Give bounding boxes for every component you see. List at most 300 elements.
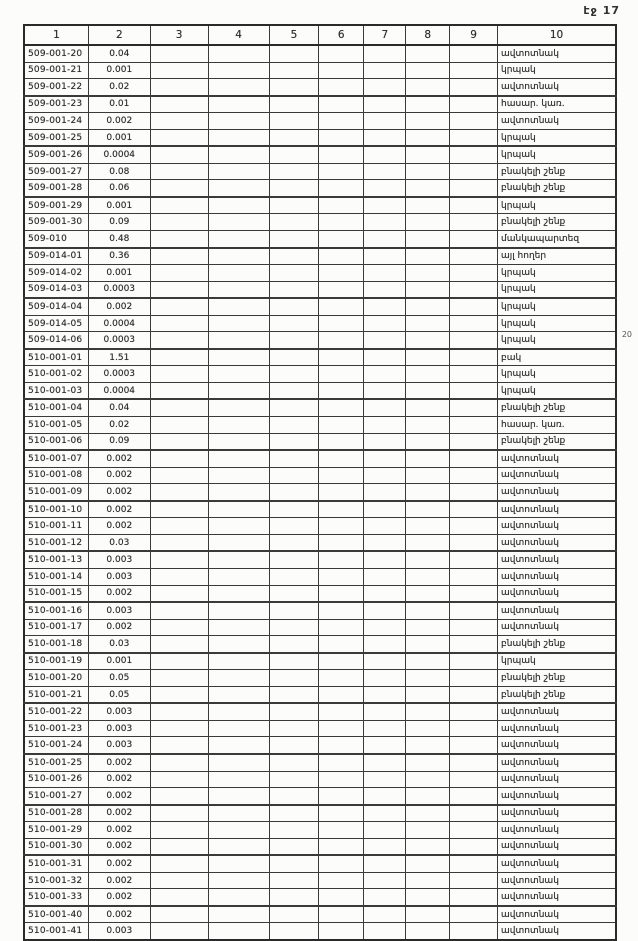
- cell-empty: [150, 872, 208, 889]
- cell-parcel-id: 510-001-17: [24, 619, 89, 636]
- cell-empty: [319, 838, 364, 855]
- cell-empty: [150, 62, 208, 79]
- table-row: [24, 45, 616, 62]
- cell-empty: [406, 518, 450, 535]
- cell-area-value: 1.51: [89, 349, 151, 366]
- cell-empty: [319, 417, 364, 434]
- column-header-1: 1: [24, 25, 89, 45]
- cell-empty: [319, 670, 364, 687]
- cell-empty: [319, 923, 364, 940]
- cell-empty: [150, 771, 208, 788]
- cell-empty: [208, 399, 269, 416]
- table-row: [24, 636, 616, 653]
- cell-object-type: ավտոտնակ: [498, 771, 616, 788]
- cell-empty: [208, 653, 269, 670]
- cell-empty: [406, 298, 450, 315]
- cell-empty: [150, 703, 208, 720]
- cell-empty: [319, 636, 364, 653]
- cell-empty: [269, 653, 319, 670]
- cell-parcel-id: 510-001-15: [24, 585, 89, 602]
- cell-empty: [450, 501, 498, 518]
- cell-empty: [364, 484, 406, 501]
- cell-empty: [208, 568, 269, 585]
- cell-empty: [208, 315, 269, 332]
- cell-empty: [364, 467, 406, 484]
- table-row: [24, 129, 616, 146]
- cell-empty: [208, 805, 269, 822]
- cell-empty: [364, 670, 406, 687]
- cell-area-value: 0.002: [89, 518, 151, 535]
- cell-empty: [319, 805, 364, 822]
- cell-parcel-id: 510-001-12: [24, 534, 89, 551]
- table-row: [24, 619, 616, 636]
- cell-empty: [150, 417, 208, 434]
- cell-empty: [208, 889, 269, 906]
- cell-empty: [208, 484, 269, 501]
- table-row: [24, 417, 616, 434]
- cell-empty: [208, 417, 269, 434]
- cell-empty: [269, 534, 319, 551]
- cell-area-value: 0.002: [89, 501, 151, 518]
- cell-empty: [208, 771, 269, 788]
- cell-empty: [450, 163, 498, 180]
- cell-empty: [450, 417, 498, 434]
- cell-empty: [269, 889, 319, 906]
- cell-empty: [150, 568, 208, 585]
- cell-empty: [150, 670, 208, 687]
- cell-area-value: 0.08: [89, 163, 151, 180]
- table-row: [24, 788, 616, 805]
- cell-empty: [406, 417, 450, 434]
- cell-empty: [450, 366, 498, 383]
- cell-empty: [364, 265, 406, 282]
- cell-empty: [406, 855, 450, 872]
- cell-empty: [450, 248, 498, 265]
- cell-parcel-id: 510-001-32: [24, 872, 89, 889]
- table-row: [24, 248, 616, 265]
- cell-area-value: 0.04: [89, 399, 151, 416]
- cell-empty: [319, 214, 364, 231]
- cell-empty: [406, 113, 450, 130]
- cell-area-value: 0.002: [89, 585, 151, 602]
- cell-parcel-id: 510-001-08: [24, 467, 89, 484]
- cell-empty: [364, 838, 406, 855]
- cell-area-value: 0.002: [89, 906, 151, 923]
- cell-empty: [269, 686, 319, 703]
- table-row: [24, 265, 616, 282]
- cell-area-value: 0.03: [89, 636, 151, 653]
- cell-empty: [319, 551, 364, 568]
- table-row: [24, 686, 616, 703]
- table-row: [24, 670, 616, 687]
- cell-empty: [406, 703, 450, 720]
- cell-empty: [269, 636, 319, 653]
- cell-empty: [406, 315, 450, 332]
- cell-empty: [450, 298, 498, 315]
- cell-empty: [208, 788, 269, 805]
- cell-empty: [319, 484, 364, 501]
- cell-empty: [150, 720, 208, 737]
- cell-empty: [450, 653, 498, 670]
- cell-parcel-id: 510-001-30: [24, 838, 89, 855]
- cell-empty: [364, 602, 406, 619]
- cell-empty: [208, 872, 269, 889]
- cell-empty: [364, 923, 406, 940]
- cell-empty: [450, 433, 498, 450]
- cell-object-type: բնակելի շենք: [498, 433, 616, 450]
- cell-empty: [450, 79, 498, 96]
- cell-empty: [319, 248, 364, 265]
- cell-area-value: 0.05: [89, 670, 151, 687]
- cell-object-type: ավտոտնակ: [498, 518, 616, 535]
- cell-empty: [269, 568, 319, 585]
- cell-parcel-id: 509-001-27: [24, 163, 89, 180]
- cell-area-value: 0.003: [89, 737, 151, 754]
- column-header-9: 9: [450, 25, 498, 45]
- cell-object-type: ավտոտնակ: [498, 467, 616, 484]
- cell-empty: [208, 366, 269, 383]
- cell-parcel-id: 510-001-11: [24, 518, 89, 535]
- cell-empty: [364, 703, 406, 720]
- cell-empty: [406, 805, 450, 822]
- cell-parcel-id: 509-001-23: [24, 96, 89, 113]
- cell-empty: [150, 146, 208, 163]
- cell-empty: [450, 602, 498, 619]
- cell-empty: [208, 248, 269, 265]
- cell-object-type: հասար. կառ.: [498, 417, 616, 434]
- cadastre-table: [23, 24, 617, 941]
- cell-empty: [450, 585, 498, 602]
- cell-empty: [364, 805, 406, 822]
- cell-empty: [364, 534, 406, 551]
- cell-empty: [269, 382, 319, 399]
- cell-empty: [269, 737, 319, 754]
- cell-empty: [319, 585, 364, 602]
- cell-empty: [364, 231, 406, 248]
- cell-object-type: կրպակ: [498, 298, 616, 315]
- table-row: [24, 79, 616, 96]
- cell-empty: [364, 568, 406, 585]
- cell-empty: [208, 129, 269, 146]
- cell-empty: [319, 180, 364, 197]
- cell-empty: [406, 163, 450, 180]
- cell-empty: [269, 163, 319, 180]
- cell-parcel-id: 510-001-40: [24, 906, 89, 923]
- table-row: [24, 923, 616, 940]
- cell-empty: [406, 501, 450, 518]
- cell-empty: [319, 467, 364, 484]
- cell-empty: [269, 332, 319, 349]
- cell-empty: [364, 79, 406, 96]
- cell-empty: [364, 45, 406, 62]
- cell-empty: [269, 923, 319, 940]
- cell-empty: [319, 653, 364, 670]
- cell-empty: [450, 399, 498, 416]
- cell-empty: [208, 619, 269, 636]
- cell-empty: [364, 872, 406, 889]
- column-header-4: 4: [208, 25, 269, 45]
- cell-area-value: 0.05: [89, 686, 151, 703]
- cell-empty: [450, 450, 498, 467]
- cell-empty: [319, 62, 364, 79]
- cell-object-type: ավտոտնակ: [498, 501, 616, 518]
- cell-empty: [150, 163, 208, 180]
- cell-empty: [364, 298, 406, 315]
- cell-object-type: բնակելի շենք: [498, 163, 616, 180]
- cell-empty: [450, 906, 498, 923]
- cell-empty: [364, 906, 406, 923]
- cell-parcel-id: 510-001-33: [24, 889, 89, 906]
- table-row: [24, 518, 616, 535]
- cell-parcel-id: 509-014-06: [24, 332, 89, 349]
- cell-area-value: 0.002: [89, 855, 151, 872]
- cell-empty: [406, 568, 450, 585]
- cell-empty: [150, 534, 208, 551]
- cell-empty: [269, 602, 319, 619]
- column-header-2: 2: [89, 25, 151, 45]
- cell-area-value: 0.48: [89, 231, 151, 248]
- cell-empty: [406, 96, 450, 113]
- cell-empty: [150, 923, 208, 940]
- cell-empty: [269, 146, 319, 163]
- cell-empty: [406, 332, 450, 349]
- cell-empty: [450, 315, 498, 332]
- cell-area-value: 0.002: [89, 113, 151, 130]
- cell-empty: [150, 129, 208, 146]
- cell-empty: [406, 551, 450, 568]
- cell-empty: [450, 45, 498, 62]
- cell-area-value: 0.003: [89, 703, 151, 720]
- table-row: [24, 366, 616, 383]
- cell-empty: [450, 265, 498, 282]
- cell-area-value: 0.001: [89, 62, 151, 79]
- table-row: [24, 805, 616, 822]
- cell-empty: [450, 467, 498, 484]
- cell-empty: [319, 231, 364, 248]
- cell-area-value: 0.001: [89, 265, 151, 282]
- cell-empty: [269, 265, 319, 282]
- cell-object-type: կրպակ: [498, 197, 616, 214]
- column-header-7: 7: [364, 25, 406, 45]
- cell-empty: [150, 315, 208, 332]
- table-row: [24, 315, 616, 332]
- cell-area-value: 0.002: [89, 754, 151, 771]
- cell-empty: [150, 754, 208, 771]
- table-row: [24, 450, 616, 467]
- cell-parcel-id: 510-001-29: [24, 822, 89, 839]
- cell-area-value: 0.04: [89, 45, 151, 62]
- cell-empty: [450, 737, 498, 754]
- cell-parcel-id: 509-001-21: [24, 62, 89, 79]
- cell-empty: [450, 197, 498, 214]
- cell-object-type: ավտոտնակ: [498, 805, 616, 822]
- cell-area-value: 0.0004: [89, 146, 151, 163]
- cell-empty: [150, 838, 208, 855]
- cell-empty: [406, 585, 450, 602]
- cell-empty: [319, 872, 364, 889]
- table-row: [24, 501, 616, 518]
- cell-empty: [208, 551, 269, 568]
- cell-parcel-id: 510-001-27: [24, 788, 89, 805]
- cell-empty: [269, 855, 319, 872]
- cell-empty: [406, 399, 450, 416]
- cell-empty: [319, 45, 364, 62]
- table-row: [24, 332, 616, 349]
- cell-area-value: 0.09: [89, 214, 151, 231]
- cell-empty: [269, 822, 319, 839]
- cell-empty: [150, 619, 208, 636]
- cell-empty: [319, 146, 364, 163]
- cell-parcel-id: 510-001-01: [24, 349, 89, 366]
- cell-empty: [269, 771, 319, 788]
- cell-empty: [208, 349, 269, 366]
- cell-empty: [269, 585, 319, 602]
- cell-area-value: 0.001: [89, 129, 151, 146]
- cell-parcel-id: 510-001-06: [24, 433, 89, 450]
- cell-empty: [364, 653, 406, 670]
- cell-parcel-id: 510-001-09: [24, 484, 89, 501]
- cell-empty: [364, 214, 406, 231]
- margin-note: 20: [621, 330, 632, 339]
- cell-empty: [450, 146, 498, 163]
- cell-empty: [208, 585, 269, 602]
- cell-empty: [406, 45, 450, 62]
- column-header-10: 10: [498, 25, 616, 45]
- cell-parcel-id: 510-001-05: [24, 417, 89, 434]
- cell-empty: [406, 79, 450, 96]
- cell-empty: [150, 281, 208, 298]
- cell-area-value: 0.02: [89, 79, 151, 96]
- cell-empty: [150, 231, 208, 248]
- cell-empty: [150, 382, 208, 399]
- cell-empty: [150, 197, 208, 214]
- cell-empty: [150, 653, 208, 670]
- cell-object-type: հասար. կառ.: [498, 96, 616, 113]
- cell-parcel-id: 510-001-26: [24, 771, 89, 788]
- cell-parcel-id: 510-001-41: [24, 923, 89, 940]
- cell-parcel-id: 509-001-29: [24, 197, 89, 214]
- cell-area-value: 0.09: [89, 433, 151, 450]
- cell-empty: [150, 636, 208, 653]
- cell-empty: [269, 281, 319, 298]
- cell-area-value: 0.002: [89, 889, 151, 906]
- cell-empty: [150, 450, 208, 467]
- cell-parcel-id: 510-001-13: [24, 551, 89, 568]
- table-row: [24, 855, 616, 872]
- cell-empty: [269, 366, 319, 383]
- cell-empty: [450, 771, 498, 788]
- cell-empty: [319, 754, 364, 771]
- cell-empty: [364, 501, 406, 518]
- cell-empty: [208, 670, 269, 687]
- cell-parcel-id: 509-001-20: [24, 45, 89, 62]
- cell-empty: [208, 382, 269, 399]
- cell-empty: [150, 551, 208, 568]
- table-row: [24, 771, 616, 788]
- cell-object-type: կրպակ: [498, 315, 616, 332]
- cell-object-type: բնակելի շենք: [498, 636, 616, 653]
- cell-area-value: 0.0003: [89, 281, 151, 298]
- cell-object-type: ավտոտնակ: [498, 450, 616, 467]
- cell-empty: [319, 281, 364, 298]
- cell-empty: [406, 872, 450, 889]
- table-row: [24, 467, 616, 484]
- cell-empty: [364, 551, 406, 568]
- cell-empty: [150, 214, 208, 231]
- cell-empty: [208, 467, 269, 484]
- cell-empty: [319, 298, 364, 315]
- cell-empty: [450, 382, 498, 399]
- cell-empty: [364, 585, 406, 602]
- cell-empty: [406, 281, 450, 298]
- cell-empty: [450, 805, 498, 822]
- cell-parcel-id: 510-001-20: [24, 670, 89, 687]
- cell-empty: [208, 433, 269, 450]
- cell-parcel-id: 509-014-02: [24, 265, 89, 282]
- table-row: [24, 96, 616, 113]
- cell-empty: [450, 754, 498, 771]
- cell-parcel-id: 510-001-21: [24, 686, 89, 703]
- cell-empty: [269, 484, 319, 501]
- cell-empty: [364, 788, 406, 805]
- cell-empty: [269, 79, 319, 96]
- table-row: [24, 197, 616, 214]
- cell-empty: [269, 298, 319, 315]
- cell-empty: [269, 805, 319, 822]
- table-row: [24, 602, 616, 619]
- cell-empty: [319, 265, 364, 282]
- cell-empty: [450, 129, 498, 146]
- cell-empty: [269, 129, 319, 146]
- cell-empty: [269, 906, 319, 923]
- cell-object-type: ավտոտնակ: [498, 889, 616, 906]
- cell-empty: [406, 214, 450, 231]
- cell-empty: [208, 636, 269, 653]
- cell-empty: [450, 113, 498, 130]
- table-row: [24, 568, 616, 585]
- cell-empty: [406, 754, 450, 771]
- cell-empty: [319, 518, 364, 535]
- table-row: [24, 349, 616, 366]
- table-row: [24, 113, 616, 130]
- cell-empty: [319, 703, 364, 720]
- cell-object-type: ավտոտնակ: [498, 45, 616, 62]
- cell-empty: [406, 197, 450, 214]
- cell-empty: [150, 433, 208, 450]
- table-row: [24, 298, 616, 315]
- cell-empty: [319, 129, 364, 146]
- cell-empty: [150, 822, 208, 839]
- cell-parcel-id: 509-001-26: [24, 146, 89, 163]
- cell-empty: [406, 906, 450, 923]
- cell-empty: [450, 96, 498, 113]
- cell-object-type: կրպակ: [498, 281, 616, 298]
- cell-object-type: բնակելի շենք: [498, 670, 616, 687]
- cell-area-value: 0.002: [89, 872, 151, 889]
- cell-area-value: 0.002: [89, 822, 151, 839]
- cell-area-value: 0.36: [89, 248, 151, 265]
- cell-parcel-id: 510-001-16: [24, 602, 89, 619]
- cell-empty: [150, 265, 208, 282]
- cell-parcel-id: 510-001-03: [24, 382, 89, 399]
- cell-object-type: կրպակ: [498, 366, 616, 383]
- cell-empty: [364, 450, 406, 467]
- cell-empty: [319, 720, 364, 737]
- cell-empty: [150, 585, 208, 602]
- cell-parcel-id: 509-014-04: [24, 298, 89, 315]
- cell-empty: [450, 180, 498, 197]
- cell-empty: [319, 399, 364, 416]
